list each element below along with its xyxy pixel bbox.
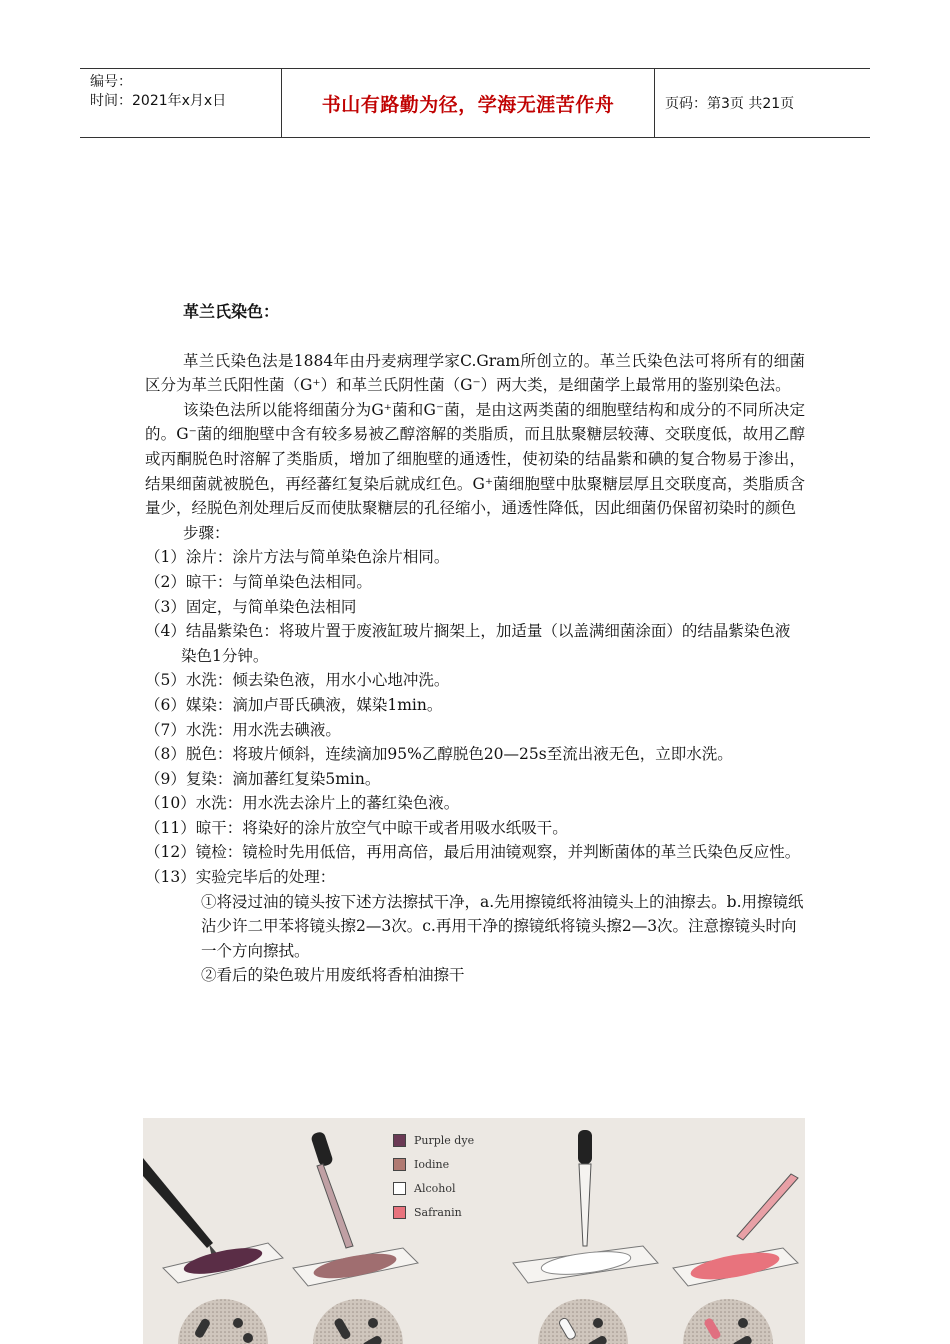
step-item: （8）脱色：将玻片倾斜，连续滴加95%乙醇脱色20—25s至流出液无色，立即水洗。: [145, 745, 733, 764]
step-item: （5）水洗：倾去染色液，用水小心地冲洗。: [145, 671, 450, 690]
steps-list: [145, 545, 805, 889]
legend-swatch: [393, 1158, 406, 1171]
step-item: （12）镜检：镜检时先用低倍，再用高倍，最后用油镜观察，并判断菌体的革兰氏染色反应性。: [145, 843, 801, 862]
legend-swatch: [393, 1206, 406, 1219]
steps-label: 步骤：: [183, 523, 230, 542]
step-item: （1）涂片：涂片方法与简单染色涂片相同。: [145, 548, 450, 567]
step-item: （9）复染：滴加蕃红复染5min。: [145, 769, 381, 788]
document-body: [145, 300, 805, 988]
step-item: （6）媒染：滴加卢哥氏碘液，媒染1min。: [145, 695, 443, 714]
step-item: （2）晾干：与简单染色法相同。: [145, 572, 372, 591]
header-meta: [80, 69, 282, 137]
page-header: [80, 68, 870, 138]
page-info: 页码：第3页 共21页: [665, 96, 795, 112]
header-motto: 书山有路勤为径，学海无涯苦作舟: [282, 69, 655, 137]
section-title: 革兰氏染色：: [183, 302, 280, 321]
legend-label: Alcohol: [414, 1181, 456, 1195]
step-item: （7）水洗：用水洗去碘液。: [145, 720, 341, 739]
step-item: （13）实验完毕后的处理：: [145, 868, 336, 887]
legend-item: [393, 1128, 474, 1152]
legend-item: [393, 1176, 474, 1200]
legend-swatch: [393, 1182, 406, 1195]
legend-label: Safranin: [414, 1205, 462, 1219]
legend-item: [393, 1152, 474, 1176]
panel-safranin: [673, 1174, 798, 1344]
paragraph-mechanism: 该染色法所以能将细菌分为G⁺菌和G⁻菌，是由这两类菌的细胞壁结构和成分的不同所决定的。G⁻菌的细胞壁中含有较多易被乙醇溶解的类脂质，而且肽聚糖层较薄、交联度低，故用乙醇或丙酮脱色时溶解了类脂质，增加了细胞壁的通透性，使初染的结晶紫和碘的复合物易于渗出，结果细菌就被脱色，再经蕃红复染后就成红色。G⁺菌细胞壁中肽聚糖层厚且交联度高，类脂质含量少，经脱色剂处理后反而使肽聚糖层的孔径缩小，通透性降低，因此细菌仍保留初染时的颜色: [145, 400, 805, 518]
date-label: 时间：2021年x月x日: [90, 93, 227, 109]
panel-purple-dye: [143, 1158, 283, 1344]
legend-label: Iodine: [414, 1157, 450, 1171]
sub-step-item: ②看后的染色玻片用废纸将香柏油擦干: [201, 966, 465, 985]
paragraph-intro: 革兰氏染色法是1884年由丹麦病理学家C.Gram所创立的。革兰氏染色法可将所有的细菌区分为革兰氏阳性菌（G⁺）和革兰氏阴性菌（G⁻）两大类，是细菌学上最常用的鉴别染色法。: [145, 351, 805, 395]
legend-item: [393, 1200, 474, 1224]
step-item: （4）结晶紫染色：将玻片置于废液缸玻片搁架上，加适量（以盖满细菌涂面）的结晶紫染色液染色1分钟。: [145, 622, 791, 665]
number-label: 编号：: [90, 74, 132, 90]
step-item: （3）固定，与简单染色法相同: [145, 597, 357, 616]
step-item: （10）水洗：用水洗去涂片上的蕃红染色液。: [145, 794, 460, 813]
panel-alcohol: [513, 1130, 658, 1344]
step-item: （11）晾干：将染好的涂片放空气中晾干或者用吸水纸吸干。: [145, 818, 568, 837]
legend-label: Purple dye: [414, 1133, 475, 1147]
sub-step-item: ①将浸过油的镜头按下述方法擦拭干净，a.先用擦镜纸将油镜头上的油擦去。b.用擦镜纸沾少许二甲苯将镜头擦2—3次。c.再用干净的擦镜纸将镜头擦2—3次。注意擦镜头时向一个方向擦拭。: [201, 892, 804, 960]
legend-swatch: [393, 1134, 406, 1147]
gram-stain-figure: [143, 1118, 805, 1344]
figure-legend: [393, 1128, 474, 1224]
